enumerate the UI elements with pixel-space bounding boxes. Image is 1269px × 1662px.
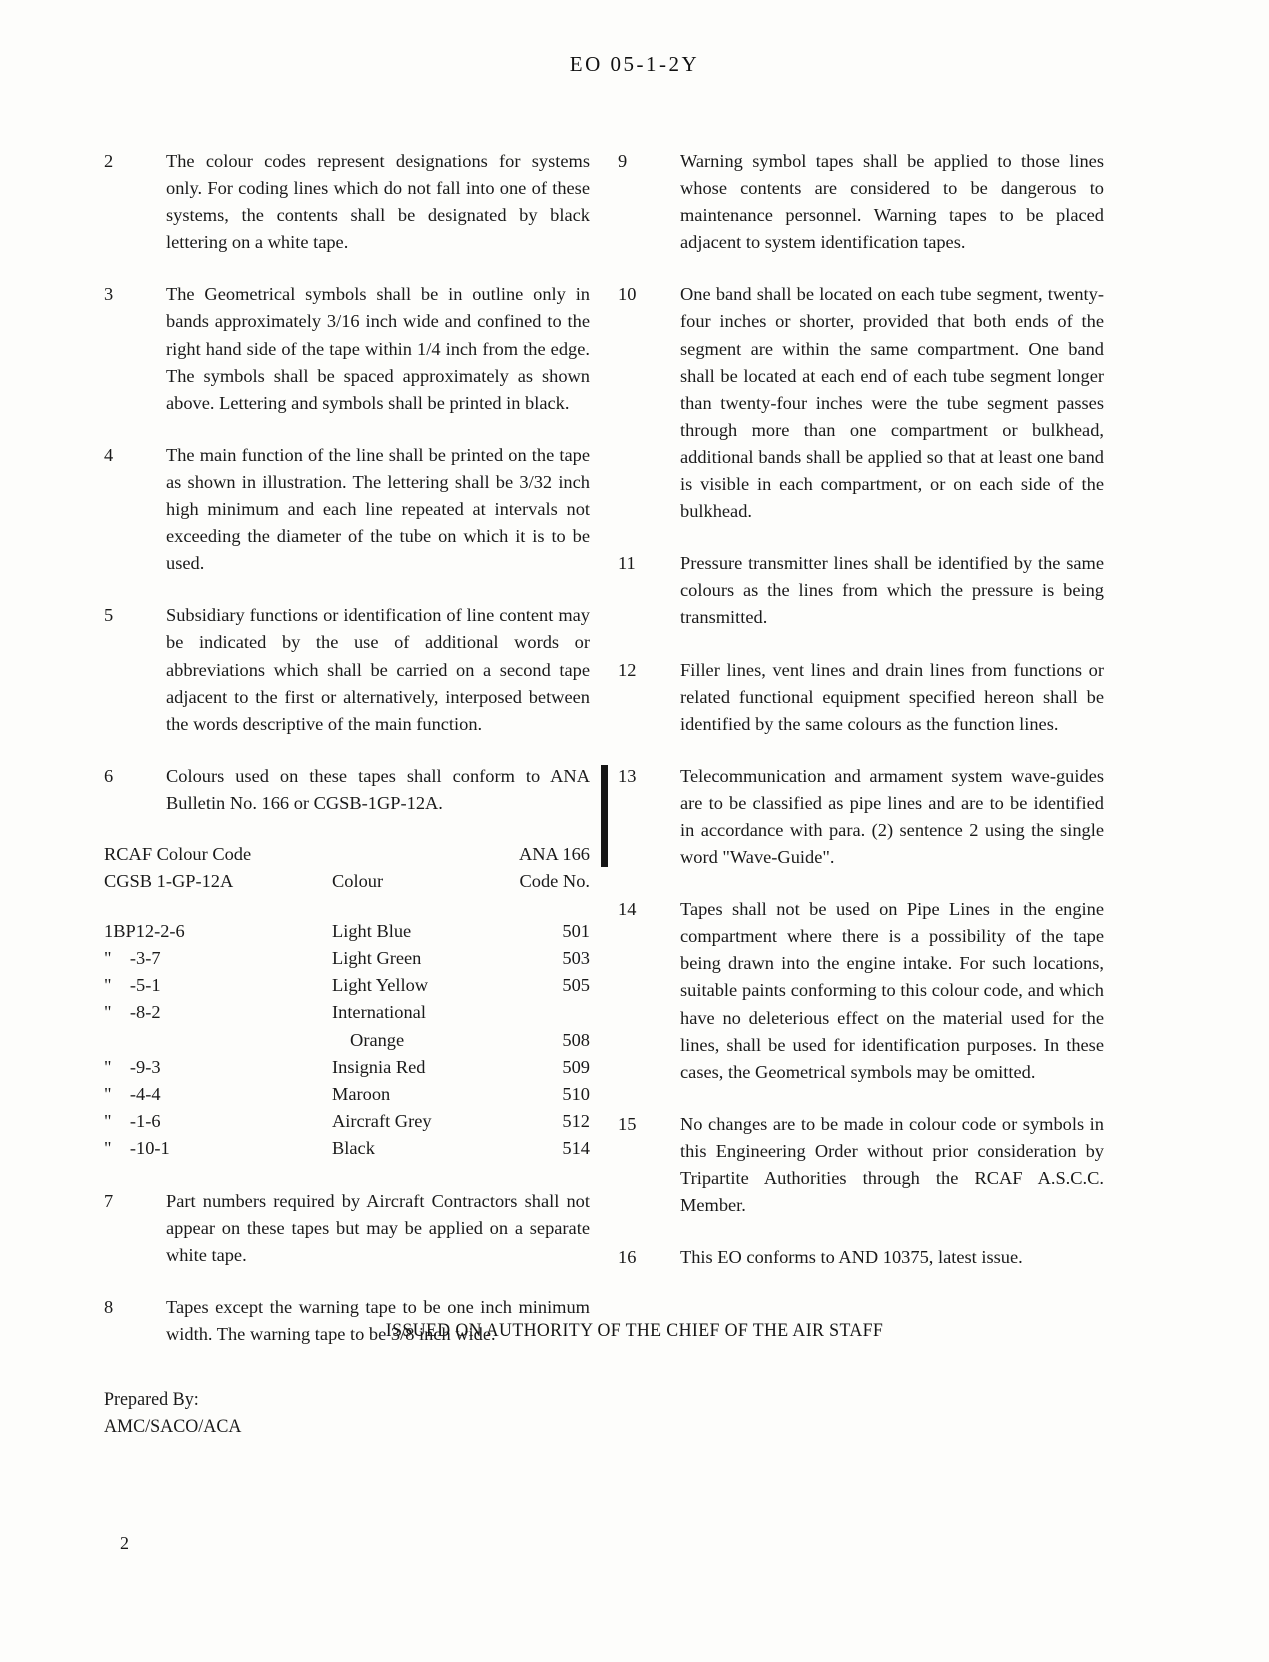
paragraph-text: Warning symbol tapes shall be applied to those lines whose contents are considered to be dangerous to maintenance personnel. Warning tapes to be placed adjacent to system identification tapes.	[680, 151, 1104, 253]
table-row	[104, 972, 590, 999]
paragraph-text: The colour codes represent designations for systems only. For coding lines which do not fall into one of these systems, the contents shall be designated by black lettering on a white tape.	[166, 151, 590, 253]
paragraph-number: 4	[104, 444, 114, 465]
right-column	[618, 148, 1104, 1373]
paragraph-number: 10	[618, 284, 637, 305]
table-row-continuation	[104, 1027, 590, 1054]
cell-code	[104, 1027, 316, 1054]
cell-code: " -10-1	[104, 1137, 170, 1158]
paragraph-text: Subsidiary functions or identification of line content may be indicated by the use of additional words or abbreviations which shall be carried on a second tape adjacent to the first or alternatively, interposed between the words descriptive of the main function.	[166, 605, 590, 734]
paragraph-text: One band shall be located on each tube segment, twenty-four inches or shorter, provided that both ends of the segment are within the same compartment. One band shall be located at each end of each tube segment longer than twenty-four inches were the tube segment passes through more than one compartment or bulkhead, additional bands shall be applied so that at least one band is visible in each compartment, or on each side of the bulkhead.	[680, 284, 1104, 522]
paragraph-6	[104, 763, 590, 817]
paragraph-text: Tapes except the warning tape to be one inch minimum width. The warning tape to be 3/8 inch wide.	[166, 1297, 590, 1345]
paragraph-2	[104, 148, 590, 256]
paragraph-3	[104, 281, 590, 416]
cell-ana-code: 514	[562, 1137, 590, 1158]
paragraph-9	[618, 148, 1104, 256]
paragraph-number: 2	[104, 151, 114, 171]
paragraph-number: 6	[104, 765, 114, 786]
two-column-body	[104, 148, 1104, 1373]
cell-ana-code: 508	[562, 1029, 590, 1050]
cell-colour: Light Yellow	[332, 975, 429, 996]
cell-ana-code: 501	[562, 921, 590, 942]
paragraph-16	[618, 1244, 1104, 1271]
paragraph-text: Colours used on these tapes shall conform to ANA Bulletin No. 166 or CGSB-1GP-12A.	[166, 765, 590, 813]
paragraph-13	[618, 763, 1104, 871]
paragraph-text: Part numbers required by Aircraft Contractors shall not appear on these tapes but may be applied on a separate white tape.	[166, 1191, 590, 1266]
left-column	[104, 148, 590, 1373]
paragraph-12	[618, 657, 1104, 738]
page-header	[0, 52, 1269, 77]
table-body	[104, 918, 590, 1162]
paragraph-text: The main function of the line shall be printed on the tape as shown in illustration. The lettering shall be 3/32 inch high minimum and each line repeated at intervals not exceeding the diameter of the tube on which it is to be used.	[166, 444, 590, 574]
paragraph-text: The Geometrical symbols shall be in outline only in bands approximately 3/16 inch wide and confined to the right hand side of the tape within 1/4 inch from the edge. The symbols shall be spaced approximately as shown above. Lettering and symbols shall be printed in black.	[166, 284, 590, 413]
cell-colour: Light Blue	[332, 921, 412, 942]
paragraph-5	[104, 602, 590, 737]
table-header-row-1	[104, 841, 590, 868]
paragraph-number: 12	[618, 659, 637, 680]
document-id: EO 05-1-2Y	[569, 52, 700, 76]
paragraph-number: 9	[618, 151, 628, 171]
cell-ana-code	[482, 999, 590, 1026]
cell-ana-code: 512	[562, 1110, 590, 1131]
page-footer	[0, 1320, 1269, 1440]
paragraph-text: No changes are to be made in colour code or symbols in this Engineering Order without prior consideration by Tripartite Authorities through the RCAF A.S.C.C. Member.	[680, 1113, 1104, 1216]
table-row	[104, 1108, 590, 1135]
colour-code-table	[104, 841, 590, 1162]
paragraph-text: Telecommunication and armament system wave-guides are to be classified as pipe lines and are to be identified in accordance with para. (2) sentence 2 using the single word "Wave-Guide".	[680, 765, 1104, 868]
cell-colour: Insignia Red	[332, 1056, 426, 1077]
paragraph-number: 7	[104, 1191, 114, 1211]
header-ana-166: ANA 166	[518, 843, 590, 864]
paragraph-11	[618, 550, 1104, 631]
table-row	[104, 999, 590, 1026]
table-row	[104, 1081, 590, 1108]
cell-ana-code: 503	[562, 948, 590, 969]
cell-code: 1BP12-2-6	[104, 921, 185, 942]
paragraph-text: Pressure transmitter lines shall be identified by the same colours as the lines from which the pressure is being transmitted.	[680, 553, 1104, 628]
cell-ana-code: 505	[562, 975, 590, 996]
header-colour: Colour	[332, 871, 384, 892]
cell-code: " -8-2	[104, 1002, 161, 1023]
paragraph-number: 16	[618, 1247, 637, 1268]
header-cgsb-spec: CGSB 1-GP-12A	[104, 871, 234, 892]
paragraph-4	[104, 442, 590, 577]
change-bar	[601, 765, 608, 867]
table-row	[104, 945, 590, 972]
prepared-by-value: AMC/SACO/ACA	[104, 1416, 242, 1437]
prepared-by-block	[104, 1386, 1211, 1440]
cell-ana-code: 509	[562, 1056, 590, 1077]
table-row	[104, 918, 590, 945]
paragraph-number: 3	[104, 284, 114, 305]
cell-colour: Aircraft Grey	[332, 1110, 432, 1131]
paragraph-text: This EO conforms to AND 10375, latest issue.	[680, 1247, 1023, 1268]
header-spacer	[332, 841, 482, 868]
table-row	[104, 1054, 590, 1081]
paragraph-number: 15	[618, 1113, 637, 1134]
header-rcaf-colour-code: RCAF Colour Code	[104, 843, 252, 864]
cell-code: " -3-7	[104, 948, 161, 969]
prepared-by-label: Prepared By:	[104, 1389, 199, 1410]
paragraph-number: 5	[104, 605, 114, 626]
cell-colour: Light Green	[332, 948, 422, 969]
paragraph-14	[618, 896, 1104, 1086]
paragraph-number: 13	[618, 765, 637, 786]
cell-colour: International	[332, 1002, 426, 1023]
paragraph-text: Filler lines, vent lines and drain lines from functions or related functional equipment specified hereon shall be identified by the same colours as the function lines.	[680, 659, 1104, 734]
paragraph-number: 8	[104, 1297, 114, 1318]
table-header-row-2	[104, 868, 590, 895]
paragraph-7	[104, 1188, 590, 1269]
cell-ana-code: 510	[562, 1083, 590, 1104]
paragraph-10	[618, 281, 1104, 525]
cell-colour: Maroon	[332, 1083, 391, 1104]
paragraph-text: Tapes shall not be used on Pipe Lines in the engine compartment where there is a possibility of the tape being drawn into the engine intake. For such locations, suitable paints conforming to this colour code, and which have no deleterious effect on the material used for the lines, shall be used for identification purposes. In these cases, the Geometrical symbols may be omitted.	[680, 899, 1104, 1082]
paragraph-number: 11	[618, 553, 636, 574]
paragraph-15	[618, 1111, 1104, 1219]
cell-code: " -9-3	[104, 1056, 161, 1077]
header-code-no: Code No.	[519, 871, 590, 892]
cell-colour: Black	[332, 1137, 375, 1158]
page-number: 2	[120, 1533, 129, 1553]
cell-code: " -1-6	[104, 1110, 161, 1131]
paragraph-number: 14	[618, 899, 637, 920]
issued-authority-line: ISSUED ON AUTHORITY OF THE CHIEF OF THE AIR STAFF	[385, 1320, 884, 1341]
cell-code: " -5-1	[104, 975, 161, 996]
table-row	[104, 1135, 590, 1162]
cell-colour: Orange	[350, 1029, 405, 1050]
cell-code: " -4-4	[104, 1083, 161, 1104]
